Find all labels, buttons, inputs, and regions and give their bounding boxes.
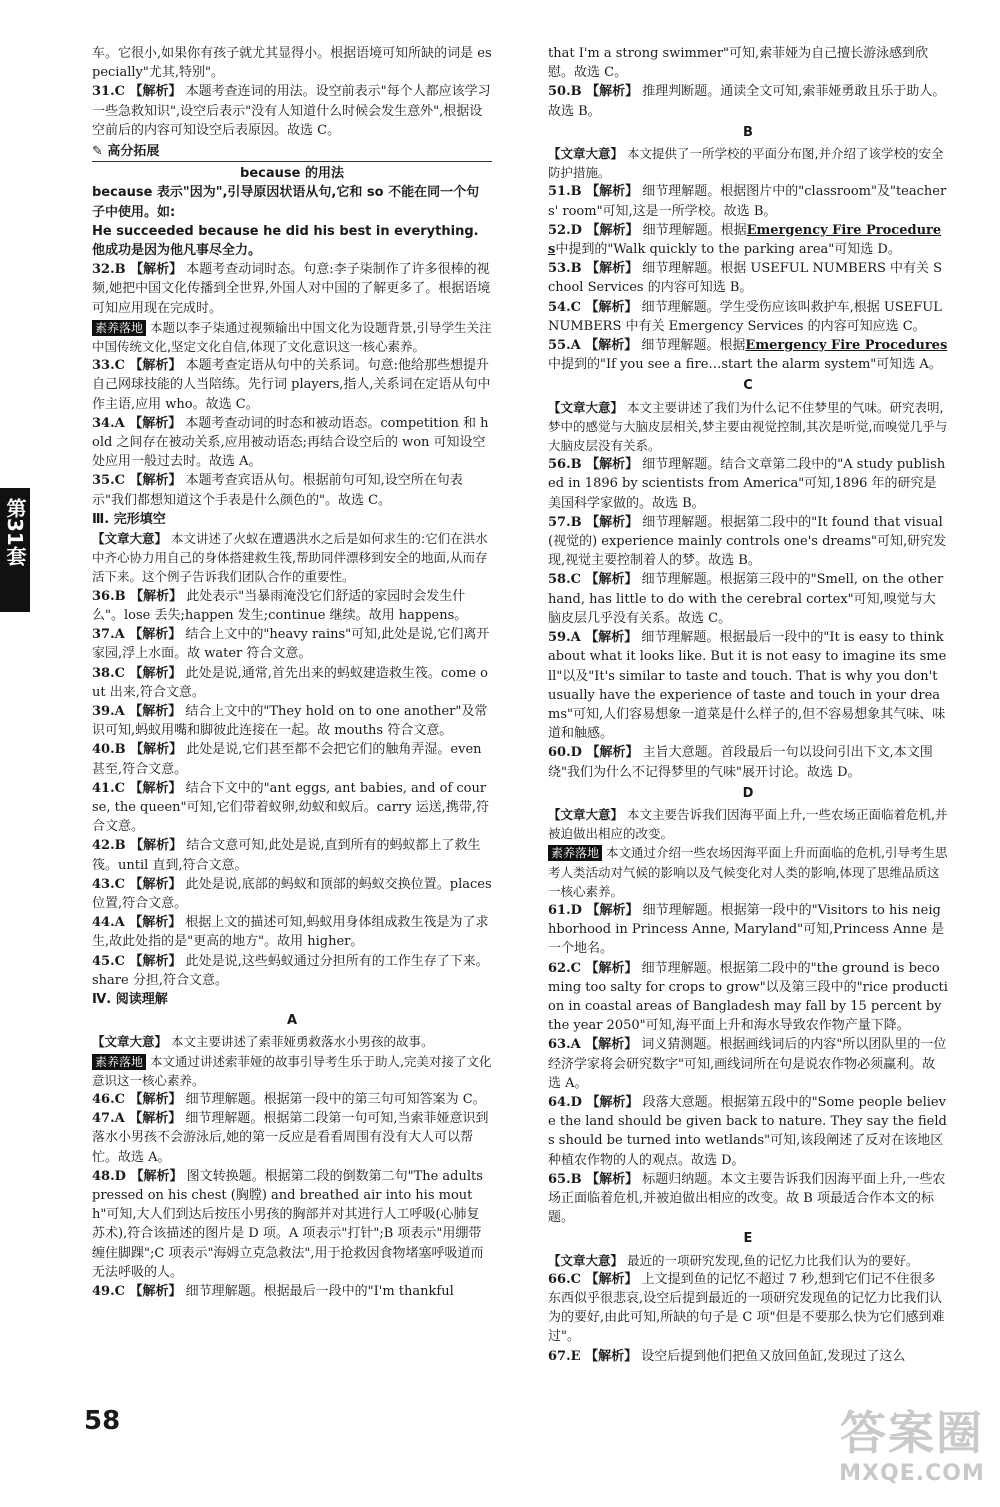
analysis-tag: 【解析】 (130, 742, 183, 758)
question-number: 46. (92, 1091, 115, 1107)
literacy-badge: 素养落地 (92, 1054, 146, 1070)
answer-letter: A (114, 415, 130, 431)
question-number: 45. (92, 953, 115, 969)
question-number: 55. (548, 338, 571, 354)
question-number: 47. (92, 1111, 115, 1127)
analysis-text: 结合文意可知,此处是说,直到所有的蚂蚁都上了救生筏。until 直到,符合文意。 (92, 838, 481, 873)
answer-letter: A (114, 915, 130, 931)
extension-title: because 的用法 (240, 166, 344, 182)
answer-item (548, 1093, 948, 1170)
analysis-text: 细节理解题。根据第一段中的"Visitors to his neighborhood in Princess Anne, Maryland"可知,Princess Anne 是一个地名。 (548, 902, 945, 957)
article-gist (548, 398, 948, 456)
analysis-tag: 【解析】 (585, 960, 638, 976)
literacy-note (92, 318, 492, 356)
answer-item (92, 414, 492, 472)
part-heading: Ⅳ. 阅读理解 (92, 991, 168, 1007)
question-number: 35. (92, 473, 115, 489)
analysis-tag: 【解析】 (129, 703, 182, 719)
analysis-tag: 【解析】 (129, 915, 182, 931)
answer-letter: A (114, 627, 130, 643)
answer-item (548, 901, 948, 959)
analysis-text: 本题考查动词时态。句意:李子柒制作了许多很棒的视频,她把中国文化传播到全世界,外国人对中国的了解更多了。根据语境可知应用现在完成时。 (92, 262, 491, 316)
answer-item (92, 664, 492, 702)
answer-item (92, 1109, 492, 1167)
literacy-text: 本题以李子柒通过视频输出中国文化为设题背景,引导学生关注中国传统文化,坚定文化自信,体现了文化意识这一核心素养。 (92, 319, 492, 355)
question-number: 39. (92, 703, 115, 719)
analysis-text: 细节理解题。学生受伤应该叫救护车,根据 USEFUL NUMBERS 中有关 Emergency Services 的内容可知应选 C。 (548, 299, 942, 334)
article-gist (548, 805, 948, 843)
question-number: 50. (548, 84, 571, 100)
analysis-tag: 【解析】 (585, 630, 638, 646)
question-number: 38. (92, 665, 115, 681)
answer-letter: A (114, 703, 130, 719)
analysis-text: 上文提到鱼的记忆不超过 7 秒,想到它们记不住很多东西似乎很悲哀,设空后提到最近的一项研究发现鱼的记忆力比我们认为的要好,由此可知,所缺的句子是 C 项"但是不要那么快为它们感到难过"。 (548, 1271, 945, 1345)
gist-label: 【文章大意】 (548, 1252, 624, 1268)
answer-letter: B (114, 588, 131, 604)
section-letter: B (743, 124, 753, 140)
analysis-tag: 【解析】 (586, 84, 639, 100)
question-number: 37. (92, 627, 115, 643)
question-number: 54. (548, 299, 571, 315)
question-number: 57. (548, 514, 571, 530)
answer-item (92, 875, 492, 913)
analysis-tag: 【解析】 (129, 876, 182, 892)
analysis-text: 细节理解题。根据最后一段中的"It is easy to think about what it looks like. But it is not easy to imagine its smell"以及"It's similar to taste and touch. That is why you don't usually have the experience of taste and touch in your dreams"可知,人们容易想象一道菜是什么样子的,但不容易想象其气味、味道和触感。 (548, 630, 947, 742)
question-number: 42. (92, 838, 115, 854)
answer-item (548, 1270, 948, 1347)
left-column (92, 44, 492, 1301)
analysis-tag: 【解析】 (130, 262, 183, 278)
answer-letter: D (570, 1094, 587, 1110)
analysis-text: 细节理解题。根据第二段中的"the ground is becoming too salty for crops to grow"以及第三段中的"rice production in coastal areas of Bangladesh may fall by 15 percent by the year 2050"可知,海平面上升和海水导致农作物产量下降。 (548, 960, 948, 1034)
question-number: 41. (92, 780, 115, 796)
answer-item (548, 513, 948, 571)
question-number: 53. (548, 261, 571, 277)
analysis-tag: 【解析】 (129, 627, 182, 643)
question-number: 56. (548, 457, 571, 473)
answer-item (92, 1167, 492, 1282)
question-number: 60. (548, 745, 571, 761)
gist-label: 【文章大意】 (92, 1034, 168, 1050)
answer-letter: C (570, 960, 586, 976)
answer-item (92, 82, 492, 140)
answer-item (92, 913, 492, 951)
analysis-text: 细节理解题。根据最后一段中的"I'm thankful (181, 1284, 454, 1299)
answer-item (548, 455, 948, 513)
right-column (548, 44, 948, 1366)
answer-letter: A (570, 338, 586, 354)
literacy-text: 本文通过讲述索菲娅的故事引导考生乐于助人,完美对接了文化意识这一核心素养。 (92, 1053, 492, 1088)
analysis-tag: 【解析】 (585, 1037, 638, 1053)
analysis-tag: 【解析】 (129, 1284, 182, 1299)
analysis-text: 细节理解题。根据 (637, 338, 746, 354)
answer-letter: A (570, 630, 586, 646)
analysis-tag: 【解析】 (586, 261, 639, 277)
answer-letter: C (570, 299, 586, 315)
literacy-note (92, 1052, 492, 1090)
answer-letter: C (114, 84, 130, 100)
answer-letter: B (570, 514, 587, 530)
analysis-text: 中提到的"If you see a fire…start the alarm system"可知选 A。 (548, 357, 942, 373)
question-number: 52. (548, 222, 571, 238)
section-letter: D (742, 785, 754, 801)
answer-letter: C (114, 473, 130, 489)
analysis-text: 根据上文的描述可知,蚂蚁用身体组成救生筏是为了求生,故此处指的是"更高的地方"。故用 higher。 (92, 915, 489, 950)
answer-letter: D (570, 745, 587, 761)
answer-item (548, 743, 948, 781)
analysis-text: 本题考查定语从句中的关系词。句意:他给那些想提升自己网球技能的人当陪练。先行词 players,指人,关系词在定语从句中作主语,应用 who。故选 C。 (92, 358, 491, 412)
answer-letter: E (570, 1348, 586, 1364)
analysis-tag: 【解析】 (586, 745, 639, 761)
answer-letter: C (114, 358, 130, 374)
analysis-text: 主旨大意题。首段最后一句以设问引出下文,本文围绕"我们为什么不记得梦里的气味"展开讨论。故选 D。 (548, 745, 933, 780)
answer-letter: D (570, 902, 587, 918)
answer-letter: B (570, 457, 587, 473)
gist-label: 【文章大意】 (92, 531, 168, 547)
question-number: 44. (92, 915, 115, 931)
answer-letter: B (570, 84, 587, 100)
answer-item (548, 221, 948, 259)
question-number: 65. (548, 1171, 571, 1187)
answer-letter: C (114, 953, 130, 969)
extension-icon: ✎ (92, 144, 108, 160)
question-number: 36. (92, 588, 115, 604)
text-block: that I'm a strong swimmer"可知,索菲娅为自己擅长游泳感到欣慰。故选 C。 (548, 46, 929, 81)
gist-text: 本文主要告诉我们因海平面上升,一些农场正面临着危机,并被迫做出相应的改变。 (548, 806, 948, 842)
answer-item (92, 836, 492, 874)
article-gist (92, 1032, 492, 1051)
analysis-tag: 【解析】 (586, 514, 639, 530)
answer-item (548, 959, 948, 1036)
answer-item (92, 702, 492, 740)
extension-heading (92, 142, 492, 162)
article-gist (92, 529, 492, 587)
answer-letter: D (114, 1168, 131, 1184)
answer-item (548, 259, 948, 297)
analysis-tag: 【解析】 (586, 222, 639, 238)
answer-letter: B (114, 742, 131, 758)
answer-item (92, 740, 492, 778)
analysis-text: 结合上文中的"They hold on to one another"及常识可知,蚂蚁用嘴和脚彼此连接在一起。故 mouths 符合文意。 (92, 703, 488, 739)
literacy-badge: 素养落地 (92, 320, 146, 336)
watermark-text: 答案圈 (840, 1406, 984, 1460)
analysis-text: 设空后提到他们把鱼又放回鱼缸,发现过了这么 (637, 1348, 906, 1364)
answer-letter: B (570, 261, 587, 277)
answer-item (92, 952, 492, 990)
answer-letter: C (114, 665, 130, 681)
gist-label: 【文章大意】 (548, 399, 624, 415)
question-number: 49. (92, 1284, 115, 1299)
answer-letter: B (114, 262, 131, 278)
analysis-tag: 【解析】 (130, 1168, 183, 1184)
question-number: 59. (548, 630, 571, 646)
set-number-tab (0, 488, 30, 612)
gist-text: 本文主要讲述了索菲娅勇救落水小男孩的故事。 (167, 1034, 434, 1050)
answer-letter: B (570, 184, 587, 200)
literacy-text: 本文通过介绍一些农场因海平面上升而面临的危机,引导考生思考人类活动对气候的影响以及气候变化对人类的影响,体现了思维品质这一核心素养。 (548, 845, 948, 899)
answer-letter: C (114, 1091, 130, 1107)
question-number: 64. (548, 1094, 571, 1110)
watermark-logo (832, 1405, 992, 1500)
gist-text: 本文主要讲述了我们为什么记不住梦里的气味。研究表明,梦中的感觉与大脑皮层相关,梦主要由视觉控制,其次是听觉,而嗅觉几乎与大脑皮层没有关系。 (548, 399, 948, 454)
gist-label: 【文章大意】 (548, 146, 624, 162)
analysis-tag: 【解析】 (586, 457, 639, 473)
analysis-text: 推理判断题。通读全文可知,索菲娅勇敢且乐于助人。故选 B。 (548, 84, 946, 119)
analysis-text: 图文转换题。根据第二段的倒数第二句"The adults pressed on his chest (胸膛) and breathed air into his mouth"可知,大人们到达后按压小男孩的胸部并对其进行人工呼吸(心肺复苏术),符合该描述的图片是 D 项。A 项表示"打针";B 项表示"用绷带缠住脚踝";C 项表示"海姆立克急救法",用于抢救因食物堵塞呼吸道而无法呼吸的人。 (92, 1168, 484, 1280)
gist-text: 本文提供了一所学校的平面分布图,并介绍了该学校的安全防护措施。 (548, 146, 944, 181)
question-number: 40. (92, 742, 115, 758)
analysis-text: 细节理解题。根据 (638, 222, 747, 238)
analysis-tag: 【解析】 (129, 473, 182, 489)
question-number: 34. (92, 415, 115, 431)
extension-body: He succeeded because he did his best in everything. 他成功是因为他凡事尽全力。 (92, 223, 479, 259)
answer-item (548, 82, 948, 120)
analysis-text: 此处是说,底部的蚂蚁和顶部的蚂蚁交换位置。places 位置,符合文意。 (92, 876, 492, 911)
answer-item (548, 1035, 948, 1093)
answer-item (92, 1282, 492, 1301)
analysis-tag: 【解析】 (585, 1348, 638, 1364)
answer-letter: A (114, 1111, 130, 1127)
analysis-text: 细节理解题。根据 USEFUL NUMBERS 中有关 School Services 的内容可知选 B。 (548, 261, 943, 296)
question-number: 66. (548, 1271, 571, 1287)
analysis-tag: 【解析】 (129, 84, 182, 100)
answer-letter: D (570, 222, 587, 238)
analysis-text: 细节理解题。根据第一段中的第三句可知答案为 C。 (181, 1091, 486, 1107)
analysis-text: 此处是说,它们甚至都不会把它们的触角弄湿。even 甚至,符合文意。 (92, 742, 482, 777)
answer-item (92, 471, 492, 509)
analysis-text: 细节理解题。根据图片中的"classroom"及"teachers' room"可知,这是一所学校。故选 B。 (548, 184, 947, 219)
question-number: 31. (92, 84, 115, 100)
section-letter: C (743, 378, 753, 394)
analysis-tag: 【解析】 (585, 299, 638, 315)
answer-item (92, 625, 492, 663)
analysis-text: 本题考查连词的用法。设空前表示"每个人都应该学习一些急救知识",设空后表示"没有人知道什么时候会发生意外",根据设空前后的内容可知设空后表原因。故选 C。 (92, 84, 491, 138)
analysis-tag: 【解析】 (130, 588, 183, 604)
gist-text: 最近的一项研究发现,鱼的记忆力比我们认为的要好。 (623, 1252, 919, 1268)
analysis-text: 结合下文中的"ant eggs, ant babies, and of course, the queen"可知,它们带着蚁卵,幼蚁和蚁后。carry 运送,携带,符合文意。 (92, 780, 489, 835)
analysis-tag: 【解析】 (586, 1094, 639, 1110)
answer-item (92, 779, 492, 837)
watermark-url: MXQE.COM (839, 1461, 985, 1486)
answer-letter: C (570, 1271, 586, 1287)
answer-item (548, 628, 948, 743)
literacy-note (548, 843, 948, 901)
underlined-term: Emergency Fire Procedures (548, 222, 942, 258)
answer-letter: A (570, 1037, 586, 1053)
underlined-term: Emergency Fire Procedures (745, 338, 948, 354)
analysis-tag: 【解析】 (129, 780, 182, 796)
answer-item (92, 587, 492, 625)
analysis-text: 细节理解题。根据第二段中的"It found that visual (视觉的) experience mainly controls one's dreams"可知,研究发现,视觉主要控制着人的梦。故选 B。 (548, 514, 947, 569)
analysis-text: 细节理解题。根据第二段第一句可知,当索菲娅意识到落水小男孩不会游泳后,她的第一反应是看看周围有没有大人可以帮忙。故选 A。 (92, 1111, 489, 1165)
question-number: 67. (548, 1348, 571, 1364)
analysis-text: 标题归纳题。本文主要告诉我们因海平面上升,一些农场正面临着危机,并被迫做出相应的改变。故 B 项最适合作本文的标题。 (548, 1171, 946, 1226)
article-gist (548, 144, 948, 182)
answer-item (548, 336, 948, 374)
answer-item (92, 260, 492, 318)
question-number: 43. (92, 876, 115, 892)
question-number: 58. (548, 572, 571, 588)
analysis-text: 此处表示"当暴雨淹没它们舒适的家园时会发生什么"。lose 丢失;happen 发生;continue 继续。故用 happens。 (92, 588, 468, 623)
analysis-tag: 【解析】 (585, 1271, 638, 1287)
analysis-tag: 【解析】 (129, 953, 182, 969)
analysis-tag: 【解析】 (586, 902, 639, 918)
analysis-tag: 【解析】 (585, 338, 638, 354)
analysis-text: 词义猜测题。根据画线词后的内容"所以团队里的一位经济学家将会研究数字"可知,画线词所在句是说农作物必须赢利。故选 A。 (548, 1037, 947, 1091)
question-number: 63. (548, 1037, 571, 1053)
question-number: 62. (548, 960, 571, 976)
analysis-text: 段落大意题。根据第五段中的"Some people believe the land should be given back to nature. They say the fields should be turned into wetlands"可知,该段阐述了反对在该地区种植农作物的人的观点。故选 D。 (548, 1094, 947, 1168)
question-number: 51. (548, 184, 571, 200)
question-number: 48. (92, 1168, 115, 1184)
answer-letter: C (114, 780, 130, 796)
answer-item (548, 1347, 948, 1366)
gist-text: 本文讲述了火蚁在遭遇洪水之后是如何求生的:它们在洪水中齐心协力用自己的身体搭建救生筏,帮助同伴漂移到安全的地面,从而存活下来。这个例子告诉我们团队合作的重要性。 (92, 531, 488, 585)
analysis-tag: 【解析】 (129, 1111, 182, 1127)
analysis-text: 细节理解题。结合文章第二段中的"A study published in 1896 by scientists from America"可知,1896 年的研究是美国科学家做的。故选 B。 (548, 457, 946, 511)
section-letter: E (743, 1231, 753, 1247)
analysis-tag: 【解析】 (129, 415, 182, 431)
analysis-tag: 【解析】 (130, 838, 183, 854)
text-block: 车。它很小,如果你有孩子就尤其显得小。根据语境可知所缺的词是 especially"尤其,特别"。 (92, 46, 492, 81)
answer-item (92, 356, 492, 414)
analysis-tag: 【解析】 (129, 358, 182, 374)
analysis-tag: 【解析】 (585, 572, 638, 588)
analysis-tag: 【解析】 (129, 1091, 182, 1107)
question-number: 32. (92, 262, 115, 278)
extension-label: 高分拓展 (107, 144, 160, 160)
literacy-badge: 素养落地 (548, 845, 602, 861)
analysis-text: 此处是说,这些蚂蚁通过分担所有的工作生存了下来。share 分担,符合文意。 (92, 953, 489, 988)
gist-label: 【文章大意】 (548, 806, 624, 822)
answer-letter: C (114, 876, 130, 892)
page-number: 58 (84, 1406, 121, 1436)
analysis-text: 本题考查动词的时态和被动语态。competition 和 hold 之间存在被动关系,应用被动语态;再结合设空后的 won 可知设空处应用一般过去时。故选 A。 (92, 415, 489, 470)
analysis-text: 细节理解题。根据第三段中的"Smell, on the other hand, has little to do with the cerebral cortex"可知,嗅觉与大脑皮层几乎没有关系。故选 C。 (548, 572, 944, 626)
answer-item (548, 182, 948, 220)
part-heading: Ⅲ. 完形填空 (92, 511, 166, 527)
analysis-tag: 【解析】 (586, 184, 639, 200)
analysis-tag: 【解析】 (129, 665, 182, 681)
answer-letter: B (570, 1171, 587, 1187)
extension-body: because 表示"因为",引导原因状语从句,它和 so 不能在同一个句子中使用。如: (92, 185, 480, 220)
section-letter: A (286, 1013, 298, 1029)
answer-letter: C (114, 1284, 130, 1299)
analysis-tag: 【解析】 (586, 1171, 639, 1187)
question-number: 61. (548, 902, 571, 918)
answer-item (92, 1090, 492, 1109)
analysis-text: 本题考查宾语从句。根据前句可知,设空所在句表示"我们都想知道这个手表是什么颜色的"。故选 C。 (92, 473, 463, 508)
answer-item (548, 298, 948, 336)
answer-letter: C (570, 572, 586, 588)
analysis-text: 此处是说,通常,首先出来的蚂蚁建造救生筏。come out 出来,符合文意。 (92, 665, 488, 700)
answer-item (548, 570, 948, 628)
question-number: 33. (92, 358, 115, 374)
article-gist (548, 1251, 948, 1270)
analysis-text: 中提到的"Walk quickly to the parking area"可知选 D。 (555, 242, 901, 258)
analysis-text: 结合上文中的"heavy rains"可知,此处是说,它们离开家园,浮上水面。故 water 符合文意。 (92, 627, 490, 662)
answer-letter: B (114, 838, 131, 854)
set-number-label: 第31套 (3, 498, 27, 566)
answer-item (548, 1170, 948, 1228)
